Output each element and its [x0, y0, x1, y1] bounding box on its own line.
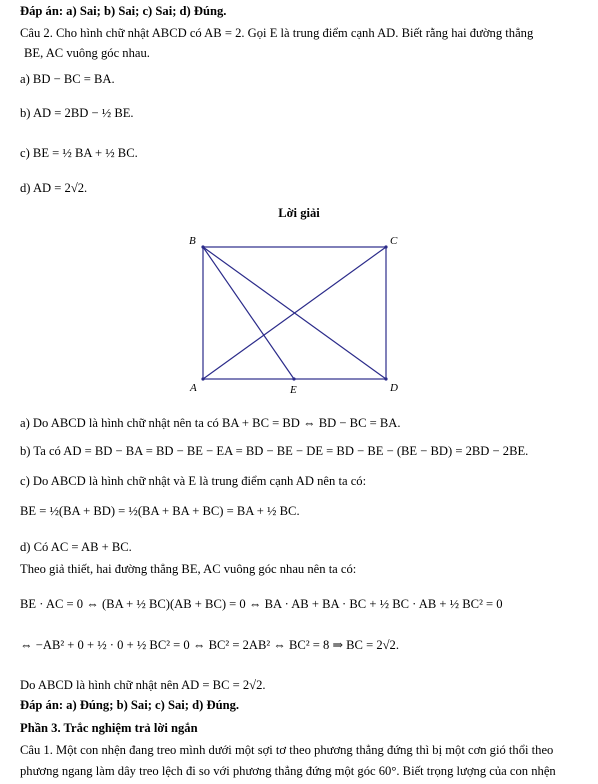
solution-b: b) Ta có AD = BD − BA = BD − BE − EA = BD − BE − DE = BD − BE − (BE − BD) = 2BD − 2BE.	[20, 444, 529, 458]
statement-b: b) AD = 2BD − ½ BE.	[20, 106, 134, 120]
solution-c: c) Do ABCD là hình chữ nhật và E là trung điểm cạnh AD nên ta có:	[20, 474, 367, 488]
label-c: C	[390, 235, 398, 247]
label-e: E	[290, 384, 297, 396]
solution-d: d) Có AC = AB + BC.	[20, 540, 132, 554]
solution-d-premise: Theo giả thiết, hai đường thẳng BE, AC vuông góc nhau nên ta có:	[20, 562, 357, 576]
answer-line-1: Đáp án: a) Sai; b) Sai; c) Sai; d) Đúng.	[20, 4, 227, 18]
question-1-line-2: phương ngang làm dây treo lệch đi so với phương thẳng đứng một góc 60°. Biết trọng lượng của con nhện	[20, 764, 556, 778]
solution-c-formula: BE = ½(BA + BD) = ½(BA + BA + BC) = BA + ½ BC.	[20, 504, 300, 518]
solution-a: a) Do ABCD là hình chữ nhật nên ta có BA + BC = BD ⇔ BD − BC = BA.	[20, 416, 401, 430]
label-d: D	[390, 382, 398, 394]
rectangle-figure	[180, 230, 410, 400]
label-a: A	[190, 382, 197, 394]
answer-line-2: Đáp án: a) Đúng; b) Sai; c) Sai; d) Đúng.	[20, 698, 240, 712]
solution-heading: Lời giải	[278, 206, 320, 220]
statement-a: a) BD − BC = BA.	[20, 72, 115, 86]
question-1-line-1: Câu 1. Một con nhện đang treo mình dưới một sợi tơ theo phương thẳng đứng thì bị một cơn gió thổi theo	[20, 743, 554, 757]
solution-d-conclusion: Do ABCD là hình chữ nhật nên AD = BC = 2√2.	[20, 678, 266, 692]
solution-d-formula-2: ⇔ −AB² + 0 + ½ · 0 + ½ BC² = 0 ⇔ BC² = 2AB² ⇔ BC² = 8 ⇒ BC = 2√2.	[20, 638, 400, 652]
question-2-line-2: BE, AC vuông góc nhau.	[24, 46, 150, 60]
statement-c: c) BE = ½ BA + ½ BC.	[20, 146, 138, 160]
statement-d: d) AD = 2√2.	[20, 181, 88, 195]
label-b: B	[189, 235, 196, 247]
segment-be	[203, 247, 294, 379]
solution-d-formula-1: BE · AC = 0 ⇔ (BA + ½ BC)(AB + BC) = 0 ⇔ BA · AB + BA · BC + ½ BC · AB + ½ BC² = 0	[20, 597, 503, 611]
section-3-heading: Phần 3. Trắc nghiệm trả lời ngắn	[20, 721, 198, 735]
question-2-line-1: Câu 2. Cho hình chữ nhật ABCD có AB = 2. Gọi E là trung điểm cạnh AD. Biết rằng hai đường thẳng	[20, 26, 534, 40]
